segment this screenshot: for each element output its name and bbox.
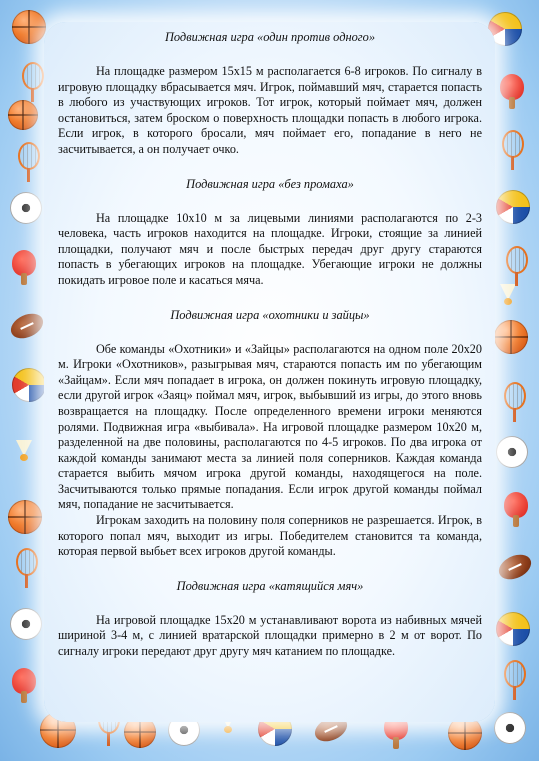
ping-pong-paddle-icon bbox=[12, 668, 36, 694]
ping-pong-paddle-icon bbox=[12, 250, 36, 276]
section-heading: Подвижная игра «без промаха» bbox=[186, 176, 354, 191]
volleyball-icon bbox=[12, 368, 46, 402]
shuttlecock-icon bbox=[16, 440, 32, 456]
tennis-racket-icon bbox=[504, 660, 526, 688]
basketball-icon bbox=[8, 500, 42, 534]
section-paragraph: Обе команды «Охотники» и «Зайцы» располагаются на одном поле 20x20 м. Игроки «Охотников», разыгрывая мяч, стараются попасть им по убегающим «Зайцам». Если мяч попадает в игрока, он должен покинуть игровую площадку, если другой игрок «Заяц» поймал мяч, игрок, выбывший из игры, до этого вновь возвращается на площадку. После определенного времени игроки меняются ролями. Подвижная игра «выбивала». На игровой площадке размером 10x20 м, разделенной на две половины, располагаются по 4-5 игроков. По два игрока от каждой команды занимают места за линией поля соперников. Каждая команда старается выбить мячом игрока другой команды, находящегося на поле. Засчитываются только прямые попадания. Если игрок другой команды поймал мяч, попадание не засчитывается. bbox=[58, 341, 482, 512]
section-heading: Подвижная игра «один против одного» bbox=[164, 30, 376, 44]
ping-pong-paddle-icon bbox=[500, 74, 524, 100]
section-paragraph: На игровой площадке 15x20 м устанавливают ворота из набивных мячей шириной 3-4 м, с линией вратарской площадки примерно в 2 м от ворот. По сигналу игроки передают друг другу мяч катанием по площадке. bbox=[58, 612, 482, 659]
tennis-racket-icon bbox=[506, 246, 528, 274]
section-paragraph: На площадке 10x10 м за лицевыми линиями располагаются по 2-3 человека, часть игроков находится на площадке. Игроки, стоящие за линией площадки, получают мяч и после быстрых передач друг другу стараются попасть в убегающих игроков на площадке. Убегающие игроки не должны покидать игровое поле и касаться мяча. bbox=[58, 210, 482, 287]
tennis-racket-icon bbox=[502, 130, 524, 158]
soccer-ball-icon bbox=[10, 192, 42, 224]
volleyball-icon bbox=[496, 612, 530, 646]
basketball-icon bbox=[494, 320, 528, 354]
soccer-ball-icon bbox=[494, 712, 526, 744]
section-heading: Подвижная игра «катящийся мяч» bbox=[176, 578, 364, 593]
soccer-ball-icon bbox=[496, 436, 528, 468]
section-heading: Подвижная игра «охотники и зайцы» bbox=[170, 307, 370, 322]
section-paragraph: На площадке размером 15x15 м располагается 6-8 игроков. По сигналу в игровую площадку вбрасывается мяч. Игрок, поймавший мяч, старается попасть в любого из участвующих игроков. Тот игрок, который поймает мяч, должен остановиться, затем броском о поверхность площадки попасть в любого игрока. Если игрок, в которого бросали, мяч поймает его, попадание в него не засчитывается, а он получает очко. bbox=[58, 64, 482, 156]
ping-pong-paddle-icon bbox=[504, 492, 528, 518]
volleyball-icon bbox=[496, 190, 530, 224]
tennis-racket-icon bbox=[18, 142, 40, 170]
section-paragraph: Игрокам заходить на половину поля соперников не разрешается. Игрок, в которого попал мяч, выходит из игры. Победителем становится та команда, которая первой выбьет всех игроков другой команды. bbox=[58, 513, 482, 559]
basketball-icon bbox=[8, 100, 38, 130]
tennis-racket-icon bbox=[22, 62, 44, 90]
tennis-racket-icon bbox=[16, 548, 38, 576]
document-body bbox=[58, 30, 482, 660]
soccer-ball-icon bbox=[10, 608, 42, 640]
shuttlecock-icon bbox=[500, 284, 516, 300]
basketball-icon bbox=[12, 10, 46, 44]
tennis-racket-icon bbox=[504, 382, 526, 410]
